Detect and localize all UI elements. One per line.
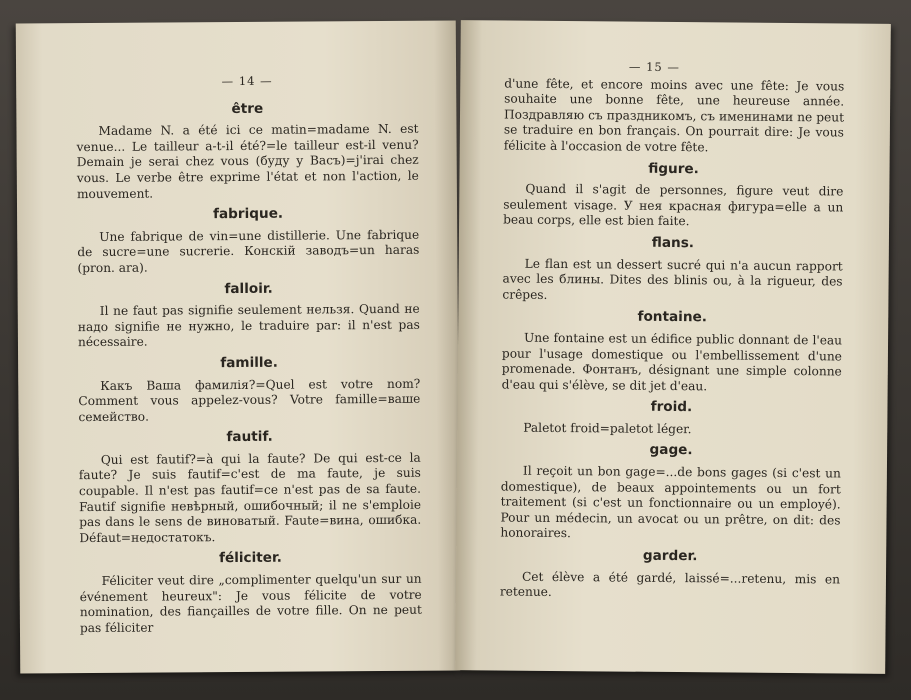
left-page (16, 20, 461, 673)
dictionary-entry (503, 160, 844, 231)
page-number: — 15 — (628, 59, 680, 75)
entry-headword: froid. (650, 399, 693, 416)
dictionary-entry (76, 100, 419, 202)
dictionary-entry (502, 309, 843, 396)
entry-list (500, 160, 844, 603)
dictionary-entry (79, 429, 422, 547)
dictionary-entry (500, 442, 841, 545)
entry-headword: figure. (648, 160, 699, 177)
entry-headword: fontaine. (637, 309, 707, 326)
entry-headword: féliciter. (218, 550, 282, 567)
entry-text: Il reçoit un bon gage=...de bons gages (si c'est un domestique), de beaux appointements ou un fort traitement (si c'est un fonctionnaire ou un employé). Pour un médecin, un avocat ou un prêtre, on dit: des honoraires. (500, 463, 841, 541)
dictionary-entry (77, 206, 419, 277)
open-booklet (18, 22, 888, 672)
entry-list (76, 100, 422, 636)
dictionary-entry (78, 355, 420, 426)
entry-headword: falloir. (224, 280, 273, 297)
entry-text: Le flan est un dessert sucré qui n'a aucun rapport avec les блины. Dites des blinis ou, à la rigueur, des crêpes. (502, 256, 843, 302)
entry-text: Qui est fautif?=à qui la faute? De qui est-ce la faute? Je suis fautif=c'est de ma faute, je suis coupable. Il n'est pas fautif=ce n'est pas de sa faute. Fautif signifie невѣрный, ошибочный; il ne s'emploie pas dans le sens de виноватый. Faute=вина, ошибка. Défaut=недостатокъ. (78, 450, 422, 545)
entry-headword: être (231, 100, 264, 117)
entry-text: Il ne faut pas signifie seulement нельзя. Quand не надо signifie не нужно, le traduire par: il n'est pas nécessaire. (77, 301, 420, 350)
right-page (455, 20, 891, 674)
continuation-text: d'une fête, et encore moins avec une fête: Je vous souhaite une bonne fête, une heureuse année. Поздравляю съ праздникомъ, съ именинами ne peut se traduire en bon français. On pourrait dire: Je vous félicite à l'occasion de votre fête. (503, 76, 845, 155)
entry-text: Madame N. a été ici ce matin=madame N. est venue... Le tailleur a-t-il été?=le tailleur est-il venu? Demain je serai chez vous (буду у Васъ)=j'irai chez vous. Le verbe être exprime l'état et non l'action, le mouvement. (76, 121, 419, 201)
entry-text: Féliciter veut dire „complimenter quelqu'un sur un événement heureux": Je vous félicite de votre nomination, des fiançailles de votre fille. On ne peut pas féliciter (79, 571, 422, 635)
entry-headword: fautif. (226, 429, 273, 446)
dictionary-entry (78, 280, 420, 351)
entry-text: Une fabrique de vin=une distillerie. Une fabrique de sucre=une sucrerie. Конскій заводъ=un haras (pron. ara). (77, 227, 420, 276)
entry-headword: garder. (642, 547, 698, 565)
entry-text: Cet élève a été gardé, laissé=...retenu, mis en retenue. (499, 569, 841, 600)
entry-headword: gage. (649, 442, 693, 459)
entry-text: Quand il s'agit de personnes, figure veut dire seulement visage. У нея красная фигура=elle a un beau corps, elle est bien faite. (503, 181, 844, 229)
entry-text: Paletot froid=paletot léger. (523, 420, 692, 437)
dictionary-entry (79, 550, 422, 636)
dictionary-entry (502, 234, 843, 305)
entry-headword: fabrique. (213, 205, 284, 223)
dictionary-entry (501, 399, 841, 439)
entry-text: Une fontaine est un édifice public donnant de l'eau pour l'usage domestique ou l'embellissement d'une promenade. Фонтанъ, désignant une simple colonne d'eau qui s'élève, se dit jet d'eau. (501, 330, 843, 393)
dictionary-entry (500, 548, 840, 604)
entry-headword: flans. (651, 234, 695, 252)
entry-headword: famille. (220, 354, 278, 372)
entry-text: Какъ Ваша фамилія?=Quel est votre nom? Comment vous appelez-vous? Votre famille=ваше семейство. (78, 376, 421, 424)
page-number: — 14 — (221, 73, 273, 89)
